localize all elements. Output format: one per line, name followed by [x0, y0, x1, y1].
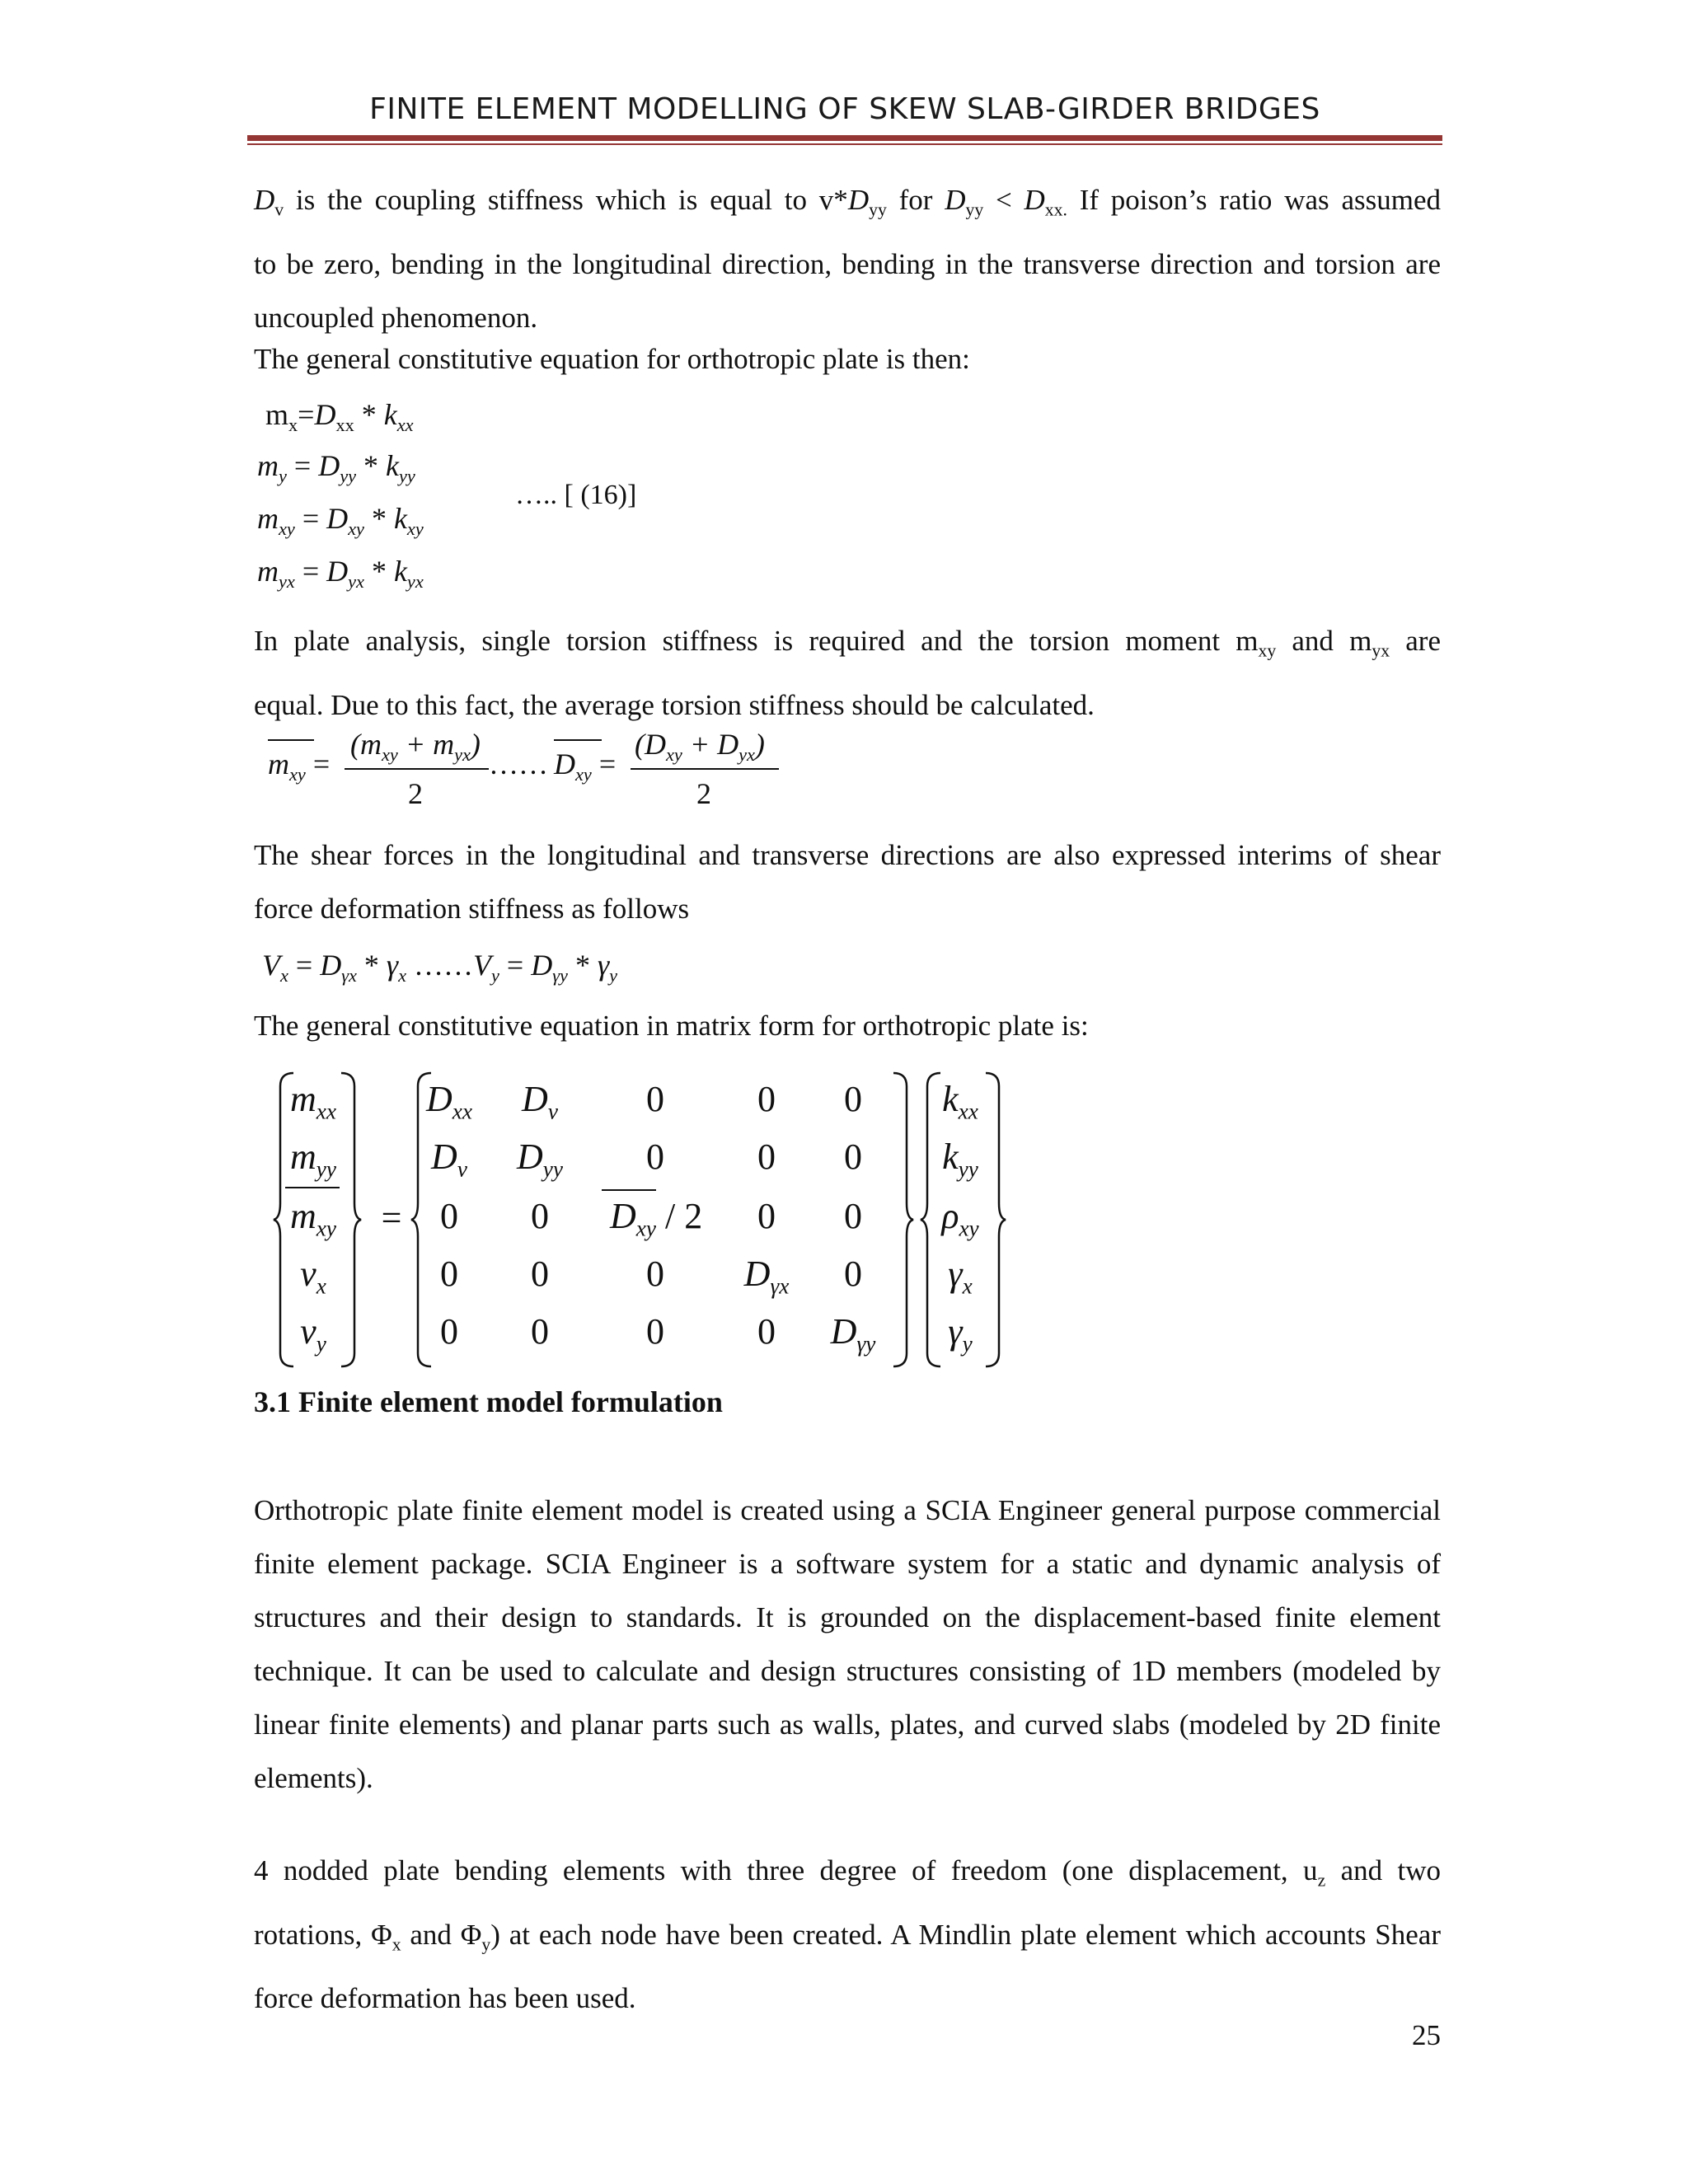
lhs-vector-entry: [268, 1136, 359, 1183]
stiffness-matrix-entry: [495, 1136, 585, 1183]
eq-term: D: [326, 555, 349, 588]
matrix-symbol: m: [290, 1196, 316, 1236]
eq-term: ……: [406, 949, 474, 982]
fraction-bar: [345, 768, 489, 770]
subscript: yx: [348, 570, 364, 592]
stiffness-matrix-entry: [404, 1195, 495, 1237]
eq-term: =: [288, 949, 321, 982]
matrix-symbol: 0: [757, 1137, 776, 1177]
subscript: xy: [348, 518, 364, 539]
subscript: xy: [382, 743, 398, 765]
symbol-d: D: [1024, 184, 1045, 216]
eq-term: =: [591, 748, 617, 780]
stiffness-matrix-entry: [610, 1253, 701, 1295]
eq-term: + m: [397, 728, 455, 761]
rhs-vector-entry: [915, 1136, 1006, 1183]
shear-paragraph: The shear forces in the longitudinal and transverse directions are also expressed interims of shear force deformation stiffness as follows: [254, 839, 1441, 925]
eq-term: =: [298, 398, 315, 431]
matrix-suffix: / 2: [656, 1196, 703, 1236]
matrix-symbol: D: [426, 1079, 452, 1119]
eq-term: D: [531, 949, 553, 982]
eq-term: =: [294, 555, 327, 588]
subscript: x: [398, 964, 407, 986]
eq-term: m: [257, 555, 279, 588]
eq-term: + D: [682, 728, 739, 761]
stiffness-matrix-entry: [610, 1078, 701, 1120]
stiffness-matrix-entry: [404, 1253, 495, 1295]
eq-term: *: [363, 502, 394, 535]
stiffness-matrix-entry: [495, 1195, 585, 1237]
eq-term: (m: [350, 728, 382, 761]
eq-lhs-dxy: [554, 747, 616, 785]
matrix-symbol: γ: [948, 1254, 963, 1294]
matrix-symbol: 0: [440, 1311, 458, 1352]
subscript: xx: [335, 414, 354, 435]
eq-term: *: [567, 949, 598, 982]
intro-paragraph: [254, 173, 1441, 344]
eq-term: =: [305, 748, 331, 780]
eq-numerator-2: [635, 727, 765, 766]
subscript: x: [962, 1273, 973, 1299]
text-run: and Φ: [401, 1918, 482, 1951]
subscript: γy: [856, 1331, 876, 1357]
stiffness-matrix-entry: [808, 1136, 898, 1178]
eq-term: k: [393, 555, 407, 588]
equation-mx: [265, 397, 414, 436]
lhs-vector-entry: [268, 1253, 359, 1300]
subscript: x: [288, 414, 298, 435]
torsion-line-2: equal. Due to this fact, the average torsion stiffness should be calculated.: [254, 688, 1095, 721]
subscript: xy: [289, 763, 306, 785]
matrix-symbol: 0: [844, 1137, 862, 1177]
eq-term: *: [363, 555, 394, 588]
subscript: xx: [958, 1099, 978, 1124]
intro-rest: to be zero, bending in the longitudinal direction, bending in the transverse direction and torsion are uncoupled phenomenon.: [254, 247, 1441, 334]
eq-term: k: [393, 502, 407, 535]
subscript: y: [481, 1934, 491, 1955]
subscript: y: [279, 465, 287, 486]
paragraph-scia: Orthotropic plate finite element model is created using a SCIA Engineer general purpose commercial finite element package. SCIA Engineer is a software system for a static and dynamic analysis of structures and their design to standards. It is grounded on the displacement-based finite element technique. It can be used to calculate and design structures consisting of 1D members (modeled by linear finite elements) and planar parts such as walls, plates, and curved slabs (modeled by 2D finite elements).: [254, 1494, 1441, 1794]
text-run: for: [886, 184, 945, 216]
eq-term: =: [294, 502, 327, 535]
matrix-symbol: 0: [531, 1254, 549, 1294]
stiffness-matrix-entry: [721, 1310, 812, 1352]
eq-term: D: [326, 502, 349, 535]
subscript: v: [457, 1156, 467, 1182]
eq-term: =: [499, 949, 532, 982]
matrix-symbol: ρ: [941, 1196, 959, 1236]
subscript: xx: [316, 1099, 336, 1124]
matrix-symbol: 0: [844, 1254, 862, 1294]
subscript: z: [1317, 1870, 1326, 1891]
subscript: yx: [738, 743, 755, 765]
stiffness-matrix-entry: [808, 1253, 898, 1295]
rhs-vector-entry: [915, 1310, 1006, 1357]
symbol-d: D: [254, 184, 275, 216]
stiffness-matrix-entry: [404, 1136, 495, 1183]
matrix-symbol: k: [942, 1079, 959, 1119]
matrix-symbol: 0: [646, 1311, 664, 1352]
eq-term: *: [356, 949, 387, 982]
subscript: xx: [396, 414, 414, 435]
subscript: xy: [666, 743, 682, 765]
text-run: are: [1390, 625, 1441, 657]
matrix-symbol: D: [517, 1137, 543, 1177]
eq-dots: [489, 747, 548, 781]
subscript: x: [316, 1273, 326, 1299]
text-run: and two rotations, Φ: [254, 1854, 1441, 1951]
stiffness-matrix-entry: [495, 1253, 585, 1295]
matrix-symbol: 0: [757, 1196, 776, 1236]
rhs-vector-entry: [915, 1078, 1006, 1125]
eq-denominator-1: [408, 776, 423, 811]
stiffness-matrix-entry: [808, 1310, 898, 1357]
subscript: γy: [552, 964, 568, 986]
matrix-symbol: D: [830, 1311, 857, 1352]
section-heading: 3.1 Finite element model formulation: [254, 1385, 723, 1418]
subscript: y: [316, 1331, 326, 1357]
eq-lhs-mxy: [268, 747, 330, 785]
subscript: yy: [869, 199, 887, 220]
subscript: γx: [341, 964, 357, 986]
eq-denominator-2: [696, 776, 711, 811]
subscript: yx: [454, 743, 471, 765]
matrix-symbol: 0: [440, 1254, 458, 1294]
lhs-vector-entry: [268, 1078, 359, 1125]
subscript: x: [280, 964, 288, 986]
subscript: yx: [279, 570, 295, 592]
stiffness-matrix-entry: [610, 1136, 701, 1178]
equation-reference: ….. [ (16)]: [515, 480, 637, 510]
rhs-vector-entry: [915, 1195, 1006, 1242]
fraction-bar: [631, 768, 779, 770]
matrix-symbol: 0: [440, 1196, 458, 1236]
subscript: yy: [399, 465, 415, 486]
text-run: and m: [1276, 625, 1372, 657]
running-header: FINITE ELEMENT MODELLING OF SKEW SLAB-GIRDER BRIDGES: [369, 92, 1320, 126]
matrix-symbol: 0: [646, 1254, 664, 1294]
matrix-symbol: m: [290, 1079, 316, 1119]
stiffness-matrix-entry: [721, 1078, 812, 1120]
subscript: yx: [406, 570, 424, 592]
symbol-d: D: [847, 184, 870, 216]
intro-line-1: [254, 173, 1441, 237]
eq-term: 2: [408, 777, 423, 810]
eq-term: =: [381, 1197, 402, 1238]
text-run: is the coupling stiffness which is equal to v*: [284, 184, 848, 216]
eq-term: *: [354, 398, 384, 431]
constitutive-intro: The general constitutive equation for orthotropic plate is then:: [254, 343, 970, 375]
matrix-symbol: 0: [646, 1137, 664, 1177]
eq-term: D: [554, 748, 575, 780]
torsion-line-1: [254, 614, 1441, 678]
header-rule-thin: [247, 143, 1442, 145]
stiffness-matrix-entry: [404, 1078, 495, 1125]
subscript: yy: [965, 199, 984, 220]
eq-term: m: [257, 502, 279, 535]
subscript: γx: [770, 1273, 790, 1299]
eq-term: 2: [696, 777, 711, 810]
subscript: x: [392, 1934, 401, 1955]
subscript: v: [547, 1099, 558, 1124]
eq-term: γ: [386, 949, 399, 982]
eq-term: D: [318, 449, 340, 482]
stiffness-matrix-entry: [721, 1253, 812, 1300]
subscript: y: [491, 964, 499, 986]
matrix-symbol: 0: [757, 1311, 776, 1352]
subscript: yy: [316, 1156, 336, 1182]
subscript: y: [962, 1331, 973, 1357]
eq-term: V: [473, 949, 492, 982]
subscript: yy: [542, 1156, 563, 1182]
subscript: yy: [340, 465, 357, 486]
eq-term: m: [257, 449, 279, 482]
matrix-symbol: k: [942, 1137, 959, 1177]
eq-term: k: [386, 449, 400, 482]
matrix-symbol: D: [522, 1079, 548, 1119]
subscript: xx.: [1044, 199, 1067, 220]
matrix-symbol: 0: [531, 1311, 549, 1352]
eq-term: ): [754, 728, 765, 761]
matrix-symbol: 0: [646, 1079, 664, 1119]
lhs-vector-entry: [268, 1195, 359, 1242]
stiffness-matrix-entry: [610, 1310, 701, 1352]
eq-term: ……: [489, 748, 548, 780]
matrix-symbol: D: [743, 1254, 771, 1294]
equation-myx: [257, 554, 424, 593]
overbar: [268, 739, 314, 741]
matrix-symbol: D: [610, 1196, 636, 1236]
eq-term: k: [383, 398, 397, 431]
stiffness-matrix-entry: [721, 1136, 812, 1178]
matrix-symbol: 0: [757, 1079, 776, 1119]
matrix-symbol: D: [431, 1137, 457, 1177]
text-run: <: [983, 184, 1025, 216]
eq-term: m: [268, 748, 289, 780]
matrix-intro: The general constitutive equation in matrix form for orthotropic plate is:: [254, 1010, 1089, 1042]
text-run: In plate analysis, single torsion stiffness is required and the torsion moment m: [254, 625, 1259, 657]
stiffness-matrix-entry: [495, 1310, 585, 1352]
matrix-symbol: v: [300, 1254, 316, 1294]
eq-term: *: [356, 449, 387, 482]
eq-term: V: [262, 949, 280, 982]
subscript: xy: [575, 763, 592, 785]
header-rule-thick: [247, 135, 1442, 141]
matrix-symbol: 0: [531, 1196, 549, 1236]
stiffness-matrix-entry: [495, 1078, 585, 1125]
subscript: yy: [958, 1156, 978, 1182]
stiffness-matrix-entry: [610, 1195, 701, 1242]
subscript: xy: [316, 1216, 336, 1241]
page-number: 25: [1412, 2019, 1441, 2051]
paragraph-elements: [254, 1844, 1441, 2025]
eq-term: m: [265, 398, 289, 431]
stiffness-matrix-entry: [808, 1078, 898, 1120]
equals-sign: [375, 1197, 408, 1239]
matrix-symbol: γ: [948, 1311, 963, 1352]
subscript: xy: [959, 1216, 979, 1241]
torsion-paragraph: [254, 614, 1441, 732]
eq-term: D: [320, 949, 342, 982]
subscript: xy: [279, 518, 295, 539]
eq-term: =: [286, 449, 319, 482]
eq-term: D: [314, 398, 336, 431]
subscript: v: [274, 199, 284, 220]
eq-term: γ: [597, 949, 610, 982]
overbar: [285, 1187, 340, 1188]
subscript: y: [609, 964, 618, 986]
eq-term: (D: [635, 728, 666, 761]
text-run: If poison’s ratio was assumed: [1067, 184, 1441, 216]
overbar: [602, 1189, 656, 1191]
shear-equation: [262, 948, 617, 987]
lhs-vector-entry: [268, 1310, 359, 1357]
matrix-symbol: v: [300, 1311, 316, 1352]
stiffness-matrix-entry: [808, 1195, 898, 1237]
subscript: xy: [1258, 640, 1277, 661]
subscript: yx: [1372, 640, 1390, 661]
symbol-d: D: [945, 184, 966, 216]
text-run: 4 nodded plate bending elements with three degree of freedom (one displacement, u: [254, 1854, 1318, 1886]
subscript: xy: [635, 1216, 656, 1241]
rhs-vector-entry: [915, 1253, 1006, 1300]
matrix-symbol: m: [290, 1137, 316, 1177]
matrix-symbol: 0: [844, 1196, 862, 1236]
text-run: ) at each node have been created. A Mindlin plate element which accounts Shear force deformation has been used.: [254, 1918, 1441, 2015]
subscript: xx: [452, 1099, 472, 1124]
subscript: xy: [406, 518, 424, 539]
stiffness-matrix-entry: [404, 1310, 495, 1352]
stiffness-matrix-entry: [721, 1195, 812, 1237]
overbar: [554, 739, 602, 741]
equation-my: [257, 448, 415, 487]
equation-mxy: [257, 501, 424, 540]
eq-term: ): [470, 728, 481, 761]
matrix-symbol: 0: [844, 1079, 862, 1119]
eq-numerator-1: [350, 727, 481, 766]
